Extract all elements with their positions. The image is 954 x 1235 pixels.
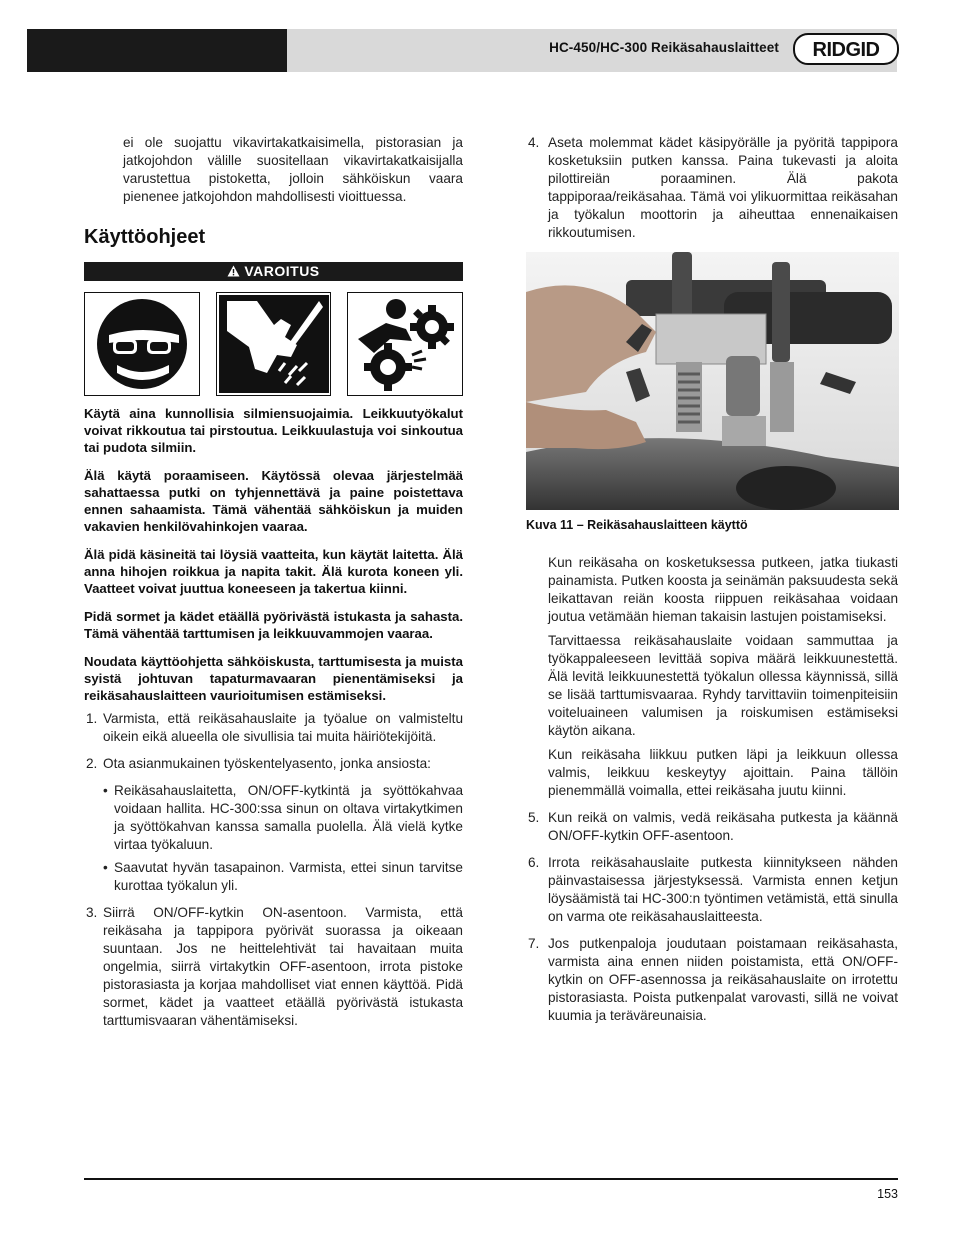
warning-paragraph: Älä pidä käsineitä tai löysiä vaatteita, kun käytät laitetta. Älä anna hihojen roikkua ja napita takit. Älä kurota koneen yli. Vaatteet voivat juuttua koneeseen ja takertua kiinni. [84,547,463,596]
header-title: HC-450/HC-300 Reikäsahauslaitteet [549,40,779,55]
figure-caption: Kuva 11 – Reikäsahauslaitteen käyttö [526,518,748,532]
body-paragraph: Kun reikäsaha liikkuu putken läpi ja leikkuun ollessa valmis, leikkuu keskeytyy ajoittain. Paina tällöin pienemmällä voimalla, ettei reikäsaha juutu kiinni. [548,747,898,798]
step-text: Jos putkenpaloja joudutaan poistamaan reikäsahasta, varmista aina ennen niiden poistamista, että ON/OFF-kytkin on OFF-asennossa ja reikäsahauslaite on irrotettu pistorasiasta. Poista putkenpalat varovasti, sillä ne voivat kuumia ja teräväreunaisia. [548,936,898,1023]
list-item [84,755,463,895]
step-number: 3. [86,905,98,920]
warning-paragraph: Pidä sormet ja kädet etäällä pyörivästä istukasta ja sahasta. Tämä vähentää tarttumisen ja leikkuuvammojen vaaraa. [84,609,463,641]
warning-triangle-icon [227,263,240,282]
warning-icons [84,292,463,396]
step-text: Siirrä ON/OFF-kytkin ON-asentoon. Varmista, että reikäsaha ja tappipora pyörivät suorassa ja oikeaan suuntaan. Jos ne heittelehtivät tai havaitaan muita ongelmia, siirrä virtakytkin OFF-asentoon, irrota pistoke pistorasiasta ja korjaa mahdolliset viat ennen käyttöä. Pidä sormet, kädet ja vaatteet etäällä pyörivästä istukasta tarttumisvaaran vähentämiseksi. [103,905,463,1028]
warning-paragraph: Käytä aina kunnollisia silmiensuojaimia. Leikkuutyökalut voivat rikkoutua tai pirstoutua. Leikkuulastuja voi sinkoutua tai pudota silmiin. [84,406,463,455]
right-column [526,134,898,1034]
list-item [526,935,898,1025]
steps-list-right [526,809,898,1025]
step-number: 5. [528,810,540,825]
warning-paragraph: Noudata käyttöohjetta sähköiskusta, tarttumisesta ja muista syistä johtuvan tapaturmavaaran pienentämiseksi ja reikäsahauslaitteen vaurioitumisen estämiseksi. [84,654,463,703]
body-paragraph: Kun reikäsaha on kosketuksessa putkeen, jatka tiukasti painamista. Putken koosta ja seinämän paksuudesta sekä leikattavan reiän koosta riippuen reikäsahaa voidaan joutua vetämään hieman takaisin lastujen poistamiseksi. [548,555,898,624]
list-item [526,854,898,926]
steps-list-left [84,710,463,1030]
step-number: 6. [528,855,540,870]
list-item [526,809,898,845]
body-paragraph: Tarvittaessa reikäsahauslaite voidaan sammuttaa ja työkappaleeseen levittää sopiva määrä leikkuunestettä. Älä levitä leikkuunestettä työkalun ollessa käynnissä, sillä se lisää tarttumisvaaraa. Ryhdy tarvittaviin toimenpiteisiin voiteluaineen valumisen ja roiskumisen estämiseksi käytön aikana. [548,633,898,738]
step-number: 1. [86,711,98,726]
rotating-gears-entanglement-icon [347,292,463,396]
intro-paragraph: ei ole suojattu vikavirtakatkaisimella, pistorasian ja jatkojohdon välille suositellaan vikavirtakatkaisijalla varustettua pistoketta, jolloin sähköiskun vaara pienenee jatkojohdon mahdollisesti vioittuessa. [123,135,463,204]
section-title: Käyttöohjeet [84,226,206,248]
list-item [526,134,898,242]
step-number: 4. [528,135,540,150]
warning-paragraph: Älä käytä poraamiseen. Käytössä olevaa järjestelmää sahattaessa putki on tyhjennettävä ja paine poistettava ennen sahaamista. Tämä vähentää sähköiskun ja muiden vakavien henkilövahinkojen vaaraa. [84,468,463,534]
step-text: Aseta molemmat kädet käsipyörälle ja pyöritä tappipora kosketuksiin putken kanssa. Paina tukevasti ja aloita pilottireiän poraaminen. Älä pakota tappiporaa/reikäsahaa. Tämä voi ylikuormittaa reikäsahan ja työkalun moottorin ja aiheuttaa ennenaikaisen rikkoutumisen. [548,135,898,240]
left-column [84,134,463,1039]
step-number: 7. [528,936,540,951]
page-number: 153 [877,1187,898,1201]
footer-rule [84,1178,898,1180]
bullet-item: • Reikäsahauslaitetta, ON/OFF-kytkintä ja syöttökahvaa voidaan hallita. HC-300:ssa sinun on oltava virtakytkimen ja syöttökahvan kanssa samalla puolella. Älä vielä kytke virtaa työkaluun. [103,782,463,854]
list-item [84,710,463,746]
warning-banner [84,262,463,281]
svg-text:RIDGID: RIDGID [812,39,880,61]
list-item [84,904,463,1030]
safety-glasses-icon [84,292,200,396]
ridgid-logo [793,33,899,65]
step-text: Ota asianmukainen työskentelyasento, jonka ansiosta: [103,756,431,771]
step-number: 2. [86,756,98,771]
figure-11-photo [526,252,899,510]
bullet-item: • Saavutat hyvän tasapainon. Varmista, ettei sinun tarvitse kurottaa työkalun yli. [103,859,463,895]
step-text: Irrota reikäsahauslaite putkesta kiinnitykseen nähden päinvastaisessa järjestyksessä. Varmista ennen ketjun löysäämistä tai HC-300:n työntimen vetämistä, että sinulla on varma ote reikäsahauslaitteesta. [548,855,898,924]
steps-list-right-top [526,134,898,242]
header-black-band [27,29,287,72]
step-text: Varmista, että reikäsahauslaite ja työalue on valmisteltu oikein eikä alueella ole sivullisia tai muita häiriötekijöitä. [103,711,463,744]
step-text: Kun reikä on valmis, vedä reikäsaha putkesta ja käännä ON/OFF-kytkin OFF-asentoon. [548,810,898,843]
warning-label: VAROITUS [244,263,320,279]
cutting-hand-icon [216,292,332,396]
bullet-list [103,782,463,895]
